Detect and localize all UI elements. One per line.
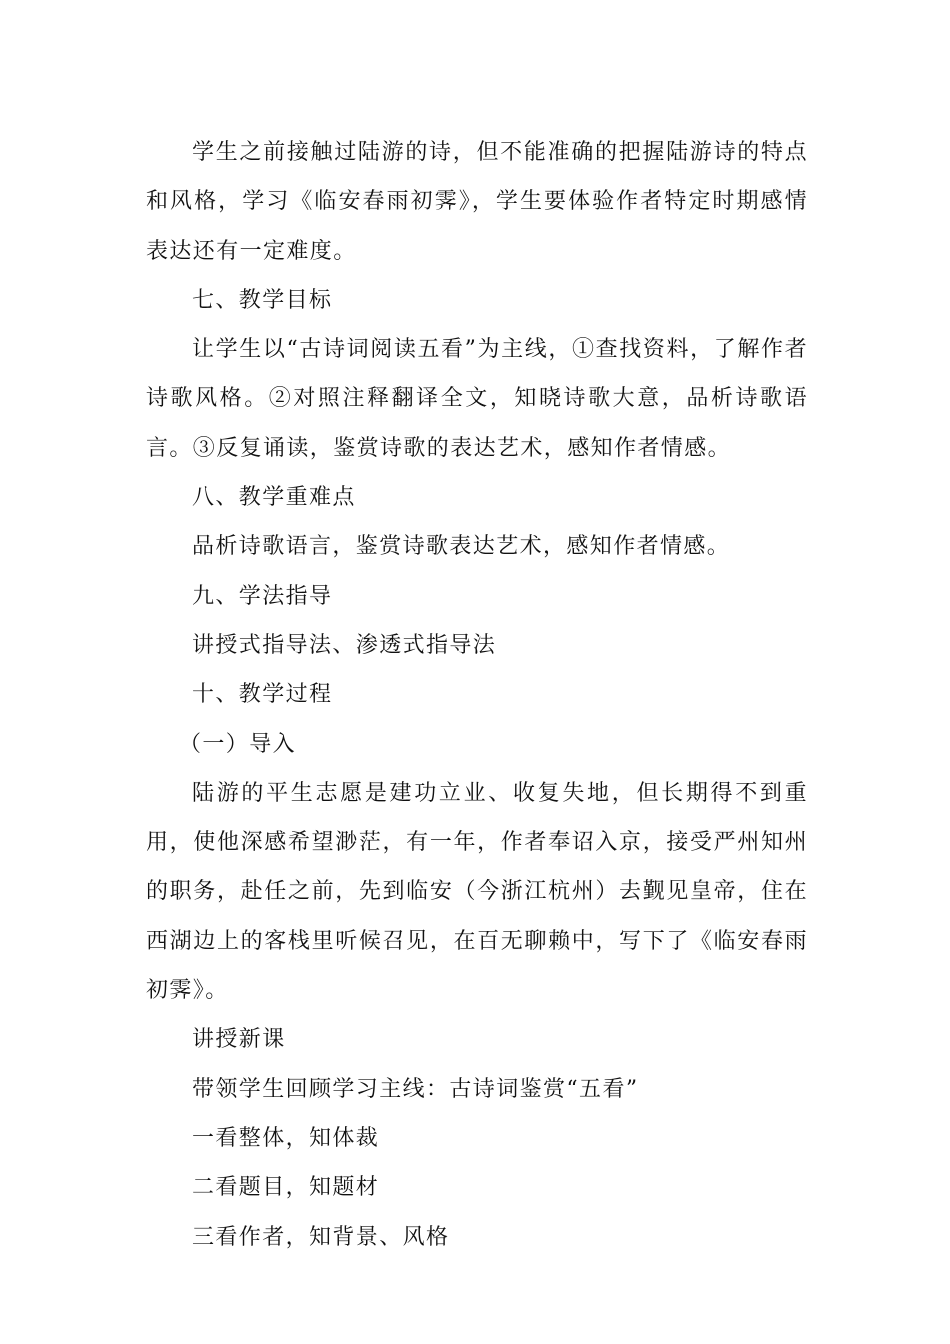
heading-key-difficulties: 八、教学重难点 xyxy=(192,485,356,511)
paragraph-student-background: 学生之前接触过陆游的诗，但不能准确的把握陆游诗的特点和风格，学习《临安春雨初霁》，学生要体验作者特定时期感情表达还有一定难度。 xyxy=(146,140,808,264)
paragraph-teaching-goals: 让学生以“古诗词阅读五看”为主线，①查找资料，了解作者诗歌风格。②对照注释翻译全文，知晓诗歌大意，品析诗歌语言。③反复诵读，鉴赏诗歌的表达艺术，感知作者情感。 xyxy=(146,337,808,461)
heading-teaching-process: 十、教学过程 xyxy=(192,682,333,708)
document-page xyxy=(146,128,808,1262)
list-item-first-look: 一看整体，知体裁 xyxy=(192,1125,380,1151)
paragraph-review-mainline: 带领学生回顾学习主线：古诗词鉴赏“五看” xyxy=(192,1076,639,1102)
paragraph-introduction: 陆游的平生志愿是建功立业、收复失地，但长期得不到重用，使他深感希望渺茫，有一年，作者奉诏入京，接受严州知州的职务，赴任之前，先到临安（今浙江杭州）去觐见皇帝，住在西湖边上的客栈里听候召见，在百无聊赖中，写下了《临安春雨初霁》。 xyxy=(146,780,808,1004)
paragraph-study-method: 讲授式指导法、渗透式指导法 xyxy=(192,632,497,658)
list-item-second-look: 二看题目，知题材 xyxy=(192,1175,380,1201)
subheading-new-lesson: 讲授新课 xyxy=(192,1027,286,1053)
heading-teaching-goals: 七、教学目标 xyxy=(192,287,333,313)
heading-study-method: 九、学法指导 xyxy=(192,583,333,609)
list-item-third-look: 三看作者，知背景、风格 xyxy=(192,1224,450,1250)
paragraph-key-difficulties: 品析诗歌语言，鉴赏诗歌表达艺术，感知作者情感。 xyxy=(192,534,731,560)
subheading-introduction: （一）导入 xyxy=(179,731,297,757)
